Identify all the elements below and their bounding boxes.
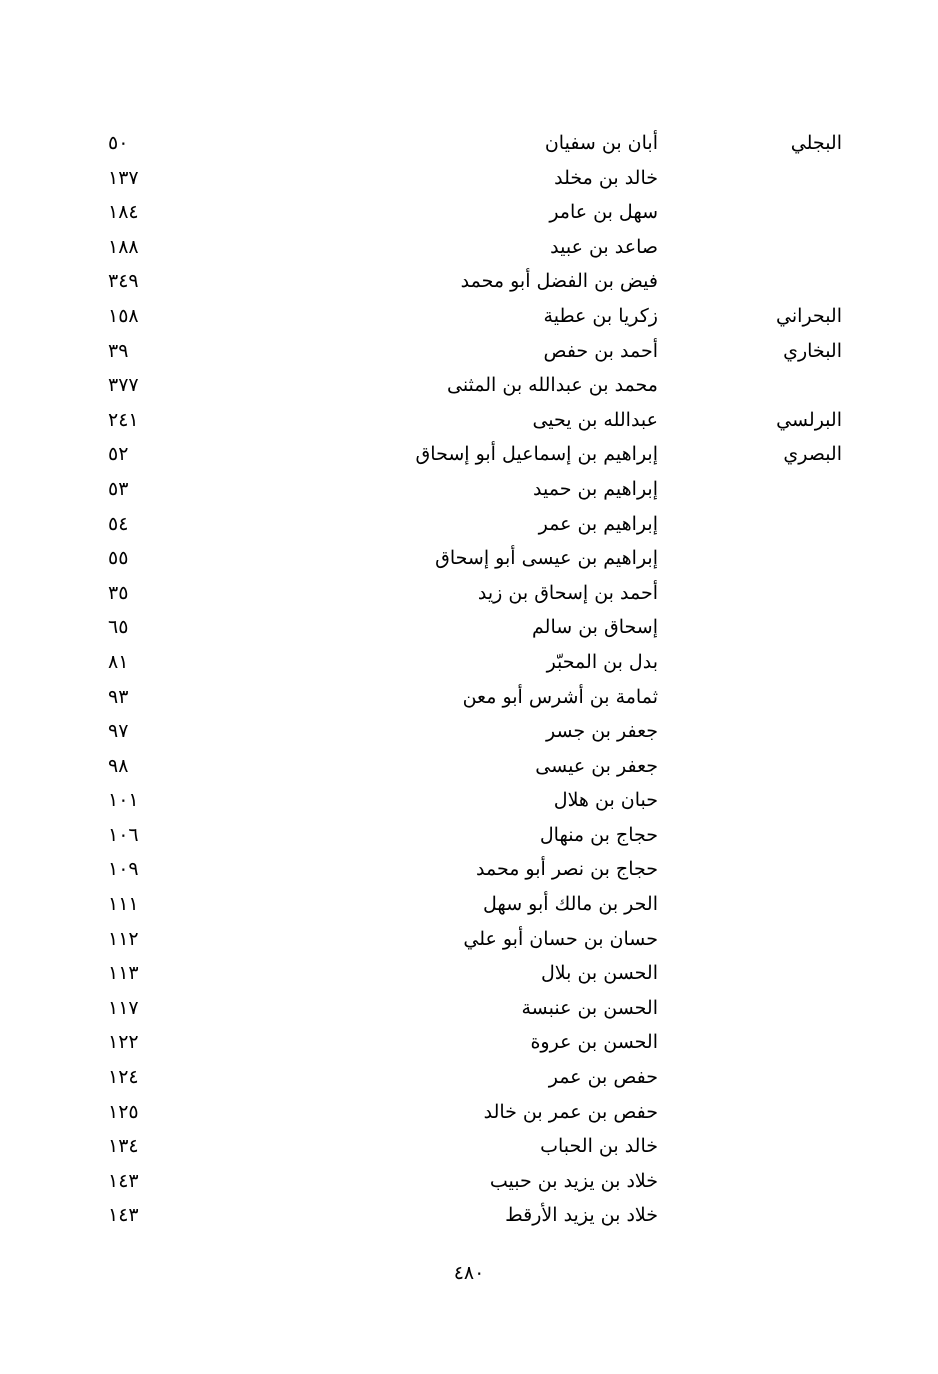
entry-page-number: ١٨٤ — [108, 201, 139, 224]
entry-name: حسان بن حسان أبو علي — [463, 927, 658, 950]
entry-page-number: ٣٩ — [108, 339, 129, 362]
index-entry — [0, 956, 938, 991]
index-entry — [0, 368, 938, 403]
page-number: ٤٨٠ — [453, 1262, 485, 1284]
entry-page-number: ٥٠ — [108, 132, 129, 154]
entry-page-number: ١١١ — [108, 893, 139, 916]
entry-page-number: ١٤٣ — [108, 1204, 139, 1227]
entry-name: أحمد بن إسحاق بن زيد — [477, 581, 658, 604]
entry-name: الحسن بن عروة — [530, 1031, 658, 1054]
entry-nisba: البحراني — [776, 304, 842, 327]
entry-name: أحمد بن حفص — [543, 339, 658, 362]
entry-page-number: ٥٥ — [108, 547, 129, 570]
entry-page-number: ٥٣ — [108, 477, 129, 500]
entry-page-number: ١٢٥ — [108, 1100, 139, 1123]
entry-page-number: ٣٧٧ — [108, 374, 139, 397]
entry-name: إبراهيم بن إسماعيل أبو إسحاق — [415, 443, 658, 466]
index-entry — [0, 299, 938, 334]
index-entry — [0, 437, 938, 472]
entry-page-number: ١٢٢ — [108, 1031, 139, 1054]
entry-name: سهل بن عامر — [549, 201, 658, 224]
index-entry — [0, 645, 938, 680]
entry-page-number: ١١٧ — [108, 996, 139, 1019]
entry-name: إبراهيم بن حميد — [533, 477, 658, 500]
entry-page-number: ١٥٨ — [108, 304, 139, 327]
entry-name: حجاج بن منهال — [539, 823, 658, 846]
index-entry — [0, 334, 938, 369]
entry-page-number: ١٠٦ — [108, 823, 139, 846]
entry-page-number: ١٠٩ — [108, 858, 139, 881]
entry-page-number: ١١٢ — [108, 927, 139, 950]
entry-name: إبراهيم بن عيسى أبو إسحاق — [435, 547, 658, 570]
entry-page-number: ٦٥ — [108, 616, 129, 639]
index-entry — [0, 610, 938, 645]
entry-nisba: البجلي — [790, 132, 842, 154]
index-entry — [0, 472, 938, 507]
entry-name: صاعد بن عبيد — [550, 235, 658, 258]
entry-name: خلاد بن يزيد بن حبيب — [489, 1169, 658, 1192]
entry-name: حجاج بن نصر أبو محمد — [475, 858, 658, 881]
index-entry — [0, 1060, 938, 1095]
entry-page-number: ٣٥ — [108, 581, 129, 604]
index-entry — [0, 1025, 938, 1060]
entry-page-number: ١٣٤ — [108, 1135, 139, 1158]
index-entry — [0, 126, 938, 161]
index-entry — [0, 195, 938, 230]
index-entry — [0, 1164, 938, 1199]
entry-page-number: ١٢٤ — [108, 1066, 139, 1089]
index-entry — [0, 1095, 938, 1130]
entry-nisba: البصري — [783, 443, 842, 466]
index-entry — [0, 714, 938, 749]
entry-name: فيض بن الفضل أبو محمد — [460, 270, 658, 293]
entry-name: إبراهيم بن عمر — [538, 512, 658, 535]
entry-page-number: ٥٢ — [108, 443, 129, 466]
index-entry — [0, 541, 938, 576]
entry-name: الحر بن مالك أبو سهل — [483, 893, 658, 916]
entry-page-number: ١١٣ — [108, 962, 139, 985]
entry-page-number: ١٨٨ — [108, 235, 139, 258]
index-list — [0, 126, 938, 1233]
index-entry — [0, 991, 938, 1026]
entry-name: جعفر بن عيسى — [535, 754, 658, 777]
entry-name: خلاد بن يزيد الأرقط — [505, 1204, 658, 1227]
entry-page-number: ٩٣ — [108, 685, 129, 708]
entry-nisba: البرلسي — [776, 408, 842, 431]
entry-nisba: البخاري — [783, 339, 842, 362]
index-entry — [0, 922, 938, 957]
entry-name: الحسن بن بلال — [540, 962, 658, 985]
index-entry — [0, 230, 938, 265]
index-entry — [0, 852, 938, 887]
entry-name: ثمامة بن أشرس أبو معن — [462, 685, 658, 708]
index-entry — [0, 264, 938, 299]
entry-name: إسحاق بن سالم — [532, 616, 658, 639]
entry-name: خالد بن الحباب — [540, 1135, 658, 1158]
index-entry — [0, 783, 938, 818]
entry-page-number: ١٣٧ — [108, 166, 139, 189]
index-entry — [0, 749, 938, 784]
entry-page-number: ٩٧ — [108, 720, 129, 743]
entry-name: خالد بن مخلد — [554, 166, 658, 189]
entry-name: محمد بن عبدالله بن المثنى — [446, 374, 658, 397]
entry-name: زكريا بن عطية — [543, 304, 658, 327]
entry-name: جعفر بن جسر — [545, 720, 658, 743]
index-entry — [0, 680, 938, 715]
entry-page-number: ٩٨ — [108, 754, 129, 777]
entry-name: أبان بن سفيان — [544, 132, 658, 154]
entry-page-number: ٣٤٩ — [108, 270, 139, 293]
index-entry — [0, 1198, 938, 1233]
index-entry — [0, 818, 938, 853]
entry-name: حبان بن هلال — [553, 789, 658, 812]
entry-name: عبدالله بن يحيى — [532, 408, 658, 431]
entry-name: بدل بن المحبّر — [546, 650, 658, 673]
index-entry — [0, 887, 938, 922]
index-entry — [0, 161, 938, 196]
entry-page-number: ١٠١ — [108, 789, 139, 812]
index-entry — [0, 1129, 938, 1164]
index-entry — [0, 403, 938, 438]
entry-page-number: ١٤٣ — [108, 1169, 139, 1192]
entry-name: الحسن بن عنبسة — [521, 996, 658, 1019]
entry-page-number: ٥٤ — [108, 512, 129, 535]
index-entry — [0, 576, 938, 611]
entry-name: حفص بن عمر — [548, 1066, 658, 1089]
index-entry — [0, 507, 938, 542]
entry-page-number: ٢٤١ — [108, 408, 139, 431]
entry-page-number: ٨١ — [108, 650, 129, 673]
entry-name: حفص بن عمر بن خالد — [483, 1100, 658, 1123]
